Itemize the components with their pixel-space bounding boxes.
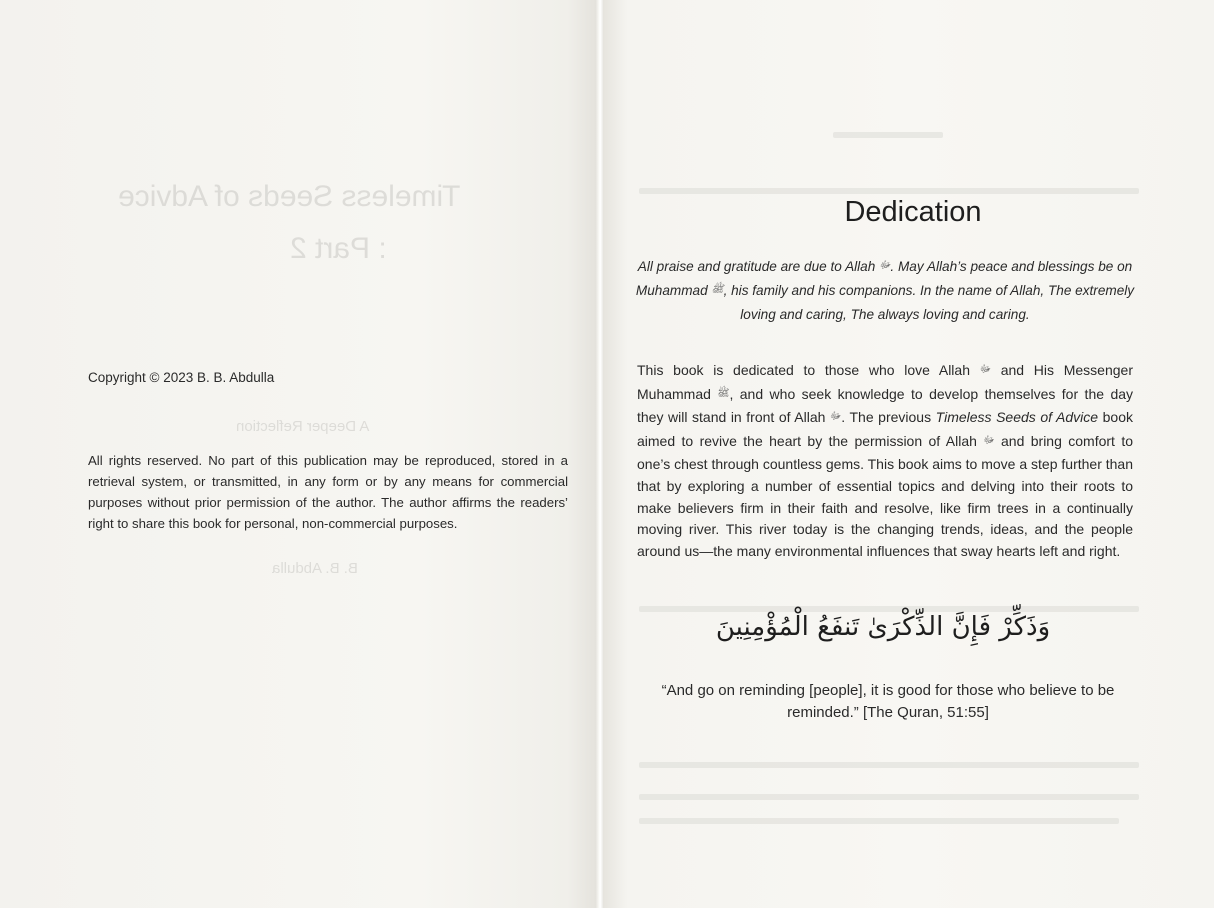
bleed-line bbox=[639, 188, 1139, 194]
arabic-verse: وَذَكِّرْ فَإِنَّ الذِّكْرَىٰ تَنفَعُ الْمُؤْمِنِينَ bbox=[715, 612, 1051, 642]
bleed-line bbox=[639, 762, 1139, 768]
bleed-through-author: B. B. Abdulla bbox=[272, 560, 358, 577]
honorific-allah-icon: ﷻ bbox=[830, 411, 842, 423]
honorific-allah-icon: ﷻ bbox=[983, 434, 995, 446]
left-page bbox=[0, 0, 597, 908]
body-text: . The previous bbox=[841, 409, 936, 426]
body-text: This book is dedicated to those who love Allah bbox=[637, 362, 970, 378]
bleed-line bbox=[639, 794, 1139, 800]
praise-text: , his family and his companions. In the name of Allah, The extremely loving and caring, The always loving and caring. bbox=[723, 283, 1135, 322]
honorific-prophet-icon: ﷺ bbox=[717, 387, 730, 399]
dedication-body bbox=[637, 360, 1133, 562]
rights-statement: All rights reserved. No part of this publication may be reproduced, stored in a retrieval system, or transmitted, in any form or by any means for commercial purposes without prior permission of the author. The author affirms the readers’ right to share this book for personal, non-commercial purposes. bbox=[88, 453, 568, 531]
bleed-line bbox=[833, 132, 943, 138]
praise-text: . May Allah’s peace and blessings be on Muhammad bbox=[635, 259, 1133, 298]
page-title: Dedication bbox=[844, 196, 982, 228]
body-text: , and who seek knowledge to develop themselves for the day they will stand in front of Allah bbox=[637, 385, 1134, 426]
praise-text: All praise and gratitude are due to Allah bbox=[637, 259, 876, 274]
honorific-prophet-icon: ﷺ bbox=[711, 284, 724, 295]
honorific-allah-icon: ﷻ bbox=[879, 260, 891, 271]
book-title-reference: Timeless Seeds of Advice bbox=[935, 409, 1099, 426]
body-text: and bring comfort to one’s chest through countless gems. This book aims to move a step further than that by exploring a number of essential topics and delving into their roots to make believers firm in their faith and resolve, like firm trees in a continually moving river. This river today is the changing trends, ideas, and the people around us—the many environmental influences that sway hearts left and right. bbox=[637, 432, 1133, 559]
praise-paragraph bbox=[635, 256, 1135, 326]
bleed-through-tagline: A Deeper Reflection bbox=[236, 418, 370, 435]
quran-quote: “And go on reminding [people], it is good for those who believe to be reminded.” [The Quran, 51:55] bbox=[661, 682, 1115, 721]
honorific-allah-icon: ﷻ bbox=[979, 364, 992, 375]
body-text: and His Messenger Muhammad bbox=[637, 362, 1133, 402]
bleed-through-title: Timeless Seeds of Advice bbox=[118, 180, 461, 213]
bleed-line bbox=[639, 818, 1119, 824]
right-page bbox=[603, 0, 1214, 908]
body-text: book aimed to revive the heart by the permission of Allah bbox=[637, 409, 1134, 449]
copyright-notice: Copyright © 2023 B. B. Abdulla bbox=[88, 370, 275, 385]
bleed-through-subtitle: : Part 2 bbox=[290, 232, 387, 265]
